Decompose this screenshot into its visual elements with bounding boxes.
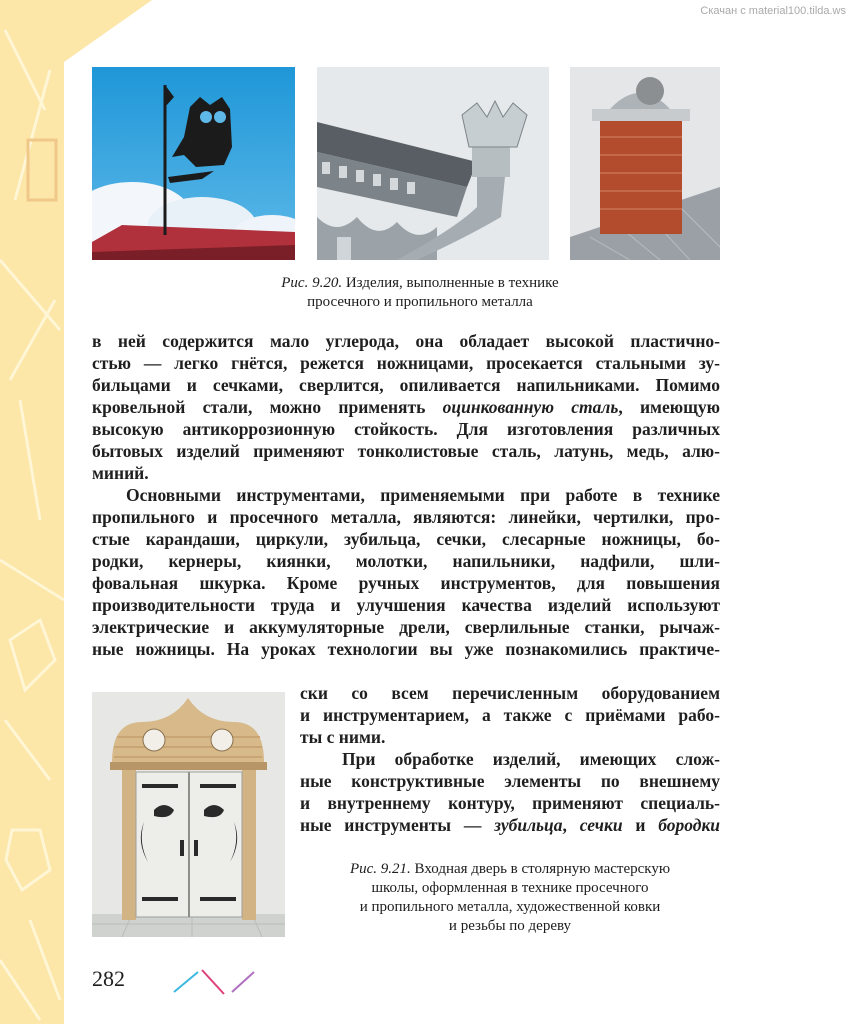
geometric-pattern	[0, 0, 64, 1024]
paragraph-1-line: высокую антикоррозионную стойкость. Для изготовления различных	[92, 419, 720, 439]
term-chisels: зубильца	[494, 815, 563, 835]
figure-9-21-caption	[300, 860, 720, 936]
decorative-side-strip	[0, 0, 64, 1024]
text-run: кровельной стали, можно применять	[92, 397, 426, 417]
decorative-corner	[64, 0, 152, 62]
caption-line: и резьбы по дереву	[448, 918, 572, 934]
text-run: ные инструменты —	[300, 815, 482, 835]
term-punches: бородки	[658, 815, 721, 835]
term-cutters: сечки	[579, 815, 623, 835]
text-run: При обработке изделий, имеющих слож-	[342, 749, 720, 769]
photo-workshop-entrance-door	[92, 692, 285, 937]
caption-line: школы, оформленная в технике просечного	[371, 880, 649, 896]
caption-line: и пропильного металла, художественной ковки	[359, 899, 661, 915]
text-run: Основными инструментами, применяемыми при работе в технике	[126, 485, 720, 505]
paragraph-2-line: родки, кернеры, киянки, молотки, напильники, надфили, шли-	[92, 551, 720, 571]
page-number: 282	[92, 966, 125, 991]
watermark: Скачан с material100.tilda.ws	[700, 5, 846, 17]
paragraph-2-line: и инструментарием, а также с приёмами рабо-	[300, 705, 720, 725]
text-run: ,	[562, 815, 567, 835]
pink-slash	[202, 970, 224, 994]
paragraph-2-line: пропильного и просечного металла, являются: линейки, чертилки, про-	[92, 507, 720, 527]
paragraph-3-line	[300, 814, 720, 836]
figure-label: Рис. 9.21.	[349, 861, 411, 877]
figure-9-20-caption	[150, 274, 690, 312]
figure-label: Рис. 9.20.	[281, 275, 343, 291]
paragraph-3-line: и внутреннему контуру, применяют специаль-	[300, 793, 720, 813]
caption-line: просечного и пропильного металла	[307, 294, 533, 310]
paragraph-2-line: стые карандаши, циркули, зубильца, сечки, слесарные ножницы, бо-	[92, 529, 720, 549]
paragraph-1-line: бытовых изделий применяют тонколистовые сталь, латунь, медь, алю-	[92, 441, 720, 461]
paragraph-2-line: производительности труда и улучшения качества изделий используют	[92, 595, 720, 615]
paragraph-2-line: фовальная шкурка. Кроме ручных инструментов, для повышения	[92, 573, 720, 593]
body-text-main	[92, 330, 720, 660]
caption-line	[300, 860, 720, 879]
photo-chimney-cap-ornament	[570, 67, 720, 260]
paragraph-1-line	[92, 396, 720, 418]
paragraph-2-line	[92, 484, 720, 506]
paragraph-2-line: ски со всем перечисленным оборудованием	[300, 683, 720, 703]
paragraph-2-line: электрические и аккумуляторные дрели, сверлильные станки, рычаж-	[92, 617, 720, 637]
text-run: , имеющую	[618, 397, 721, 417]
paragraph-3-line	[300, 748, 720, 770]
decorative-slashes	[170, 968, 260, 996]
paragraph-1-line: в ней содержится мало углерода, она обладает высокой пластично-	[92, 331, 720, 351]
paragraph-2-line: ты с ними.	[300, 727, 386, 747]
paragraph-3-line: ные конструктивные элементы по внешнему	[300, 771, 720, 791]
caption-text: Изделия, выполненные в технике	[345, 275, 559, 291]
paragraph-1-line: миний.	[92, 463, 149, 483]
term-galvanized-steel: оцинкованную сталь	[442, 397, 619, 417]
caption-line	[150, 274, 690, 293]
blue-slash	[174, 972, 198, 992]
photo-crown-gutter-ornament	[317, 67, 549, 260]
body-text-wrapped	[300, 682, 720, 836]
paragraph-1-line: бильцами и сечками, сверлится, опиливается напильниками. Помимо	[92, 375, 720, 395]
caption-text: Входная дверь в столярную мастерскую	[414, 861, 671, 877]
paragraph-2-line: ные ножницы. На уроках технологии вы уже познакомились практиче-	[92, 639, 720, 659]
photo-owl-weathervane	[92, 67, 295, 260]
text-run: и	[635, 815, 646, 835]
paragraph-1-line: стью — легко гнётся, режется ножницами, просекается стальными зу-	[92, 353, 720, 373]
purple-slash	[232, 972, 254, 992]
